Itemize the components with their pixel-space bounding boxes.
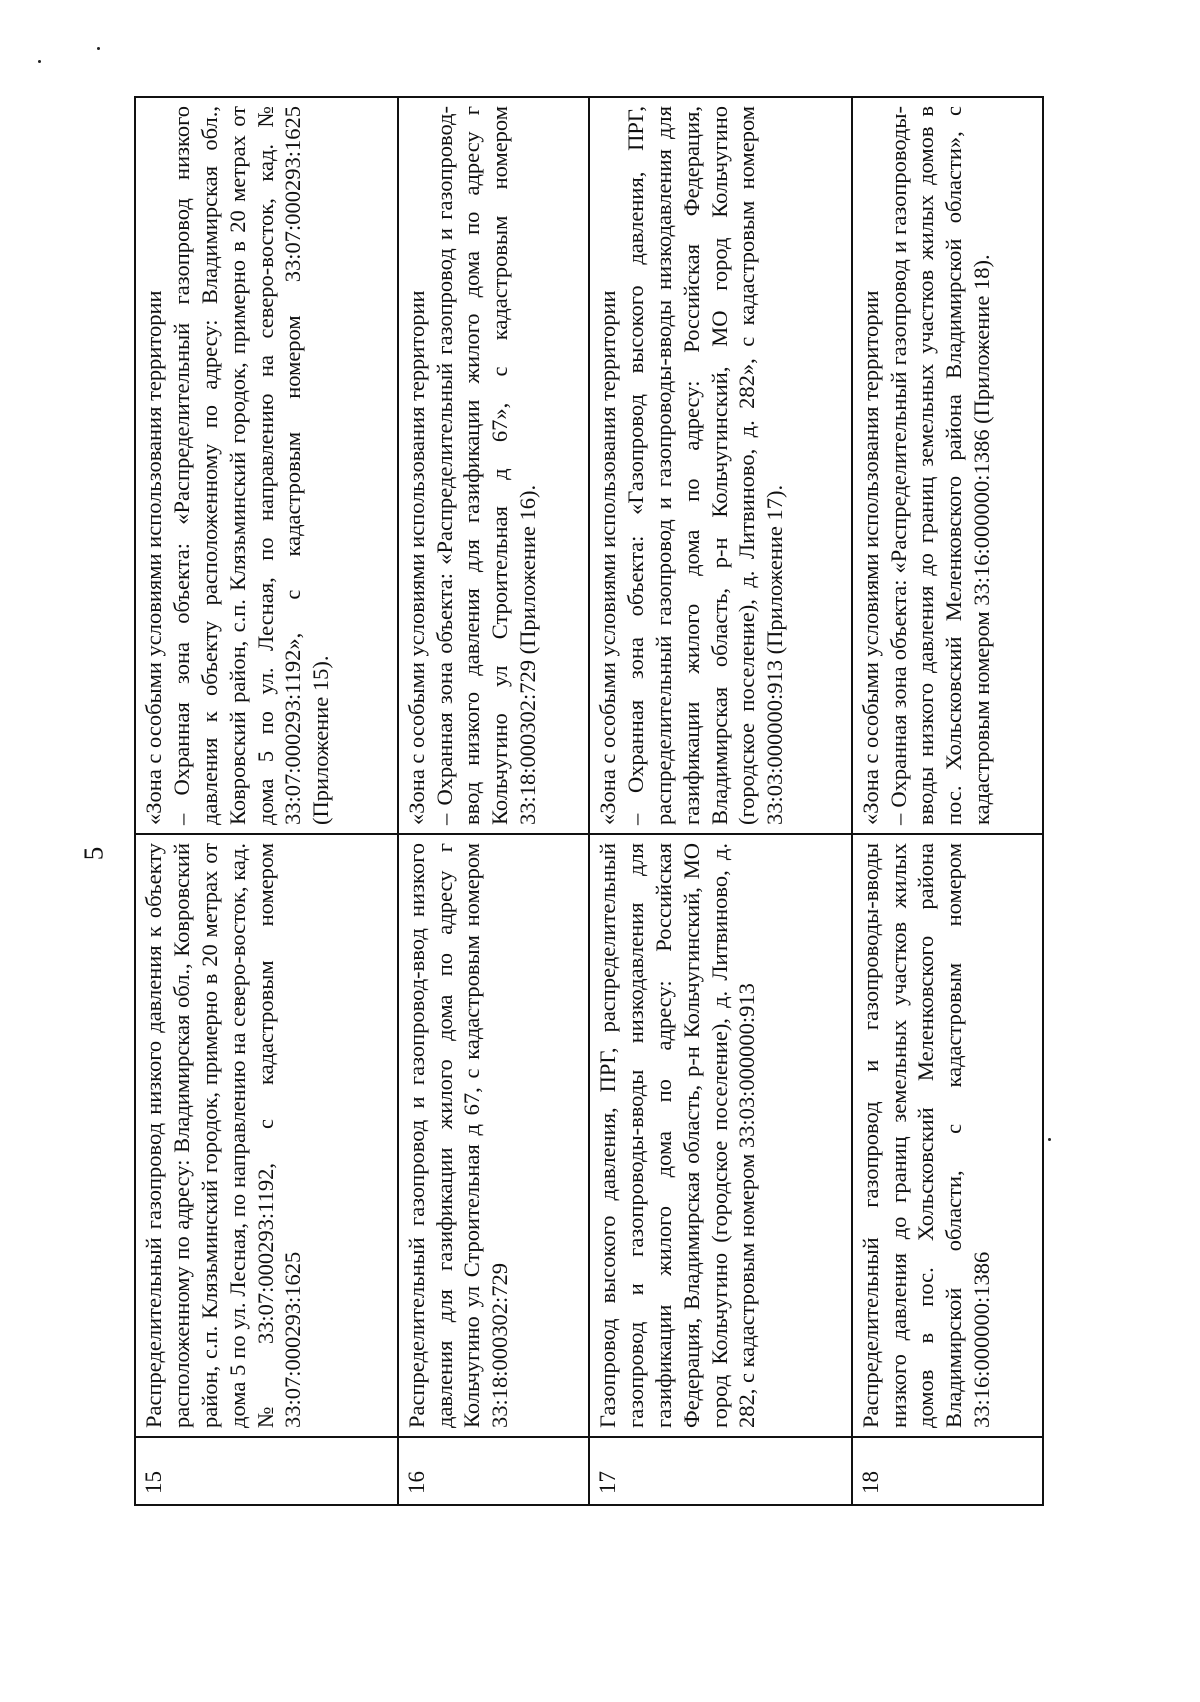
table-row bbox=[398, 97, 589, 1505]
zone-description bbox=[398, 97, 589, 834]
zone-text: – Охранная зона объекта: «Распределительный газопровод и газопровод-ввод низкого давления для газификации жилого дома по адресу г Кольчугино ул Строительная д 67», с кадастровым номером 33:18:000302:729 (Приложение 16). bbox=[431, 106, 541, 825]
scan-speck bbox=[38, 60, 41, 63]
row-number: 15 bbox=[135, 1437, 398, 1505]
row-number: 17 bbox=[589, 1437, 852, 1505]
rotated-table-wrapper bbox=[134, 96, 1044, 1506]
zone-description bbox=[852, 97, 1043, 834]
table-row bbox=[135, 97, 398, 1505]
object-description: Распределительный газопровод и газопроводы-вводы низкого давления до границ земельных участков жилых домов в пос. Хольсковский Меленковского района Владимирской области, с кадастровым номером 33:16:000000:1386 bbox=[852, 834, 1043, 1437]
zone-text: – Охранная зона объекта: «Распределительный газопровод низкого давления к объекту расположенному по адресу: Владимирская обл., Ковровский район, с.п. Клязьминский городок, примерно в 20 метрах от дома 5 по ул. Лесная, по направлению на северо-восток, кад. № 33:07:000293:1192», с кадастровым номером 33:07:000293:1625 (Приложение 15). bbox=[168, 106, 334, 825]
object-description: Газопровод высокого давления, ПРГ, распределительный газопровод и газопроводы-вводы низкодавления для газификации жилого дома по адресу: Российская Федерация, Владимирская область, р-н Кольчугинский, МО город Кольчугино (городское поселение), д. Литвиново, д. 282, с кадастровым номером 33:03:000000:913 bbox=[589, 834, 852, 1437]
zone-title: «Зона с особыми условиями использования территории bbox=[141, 290, 166, 825]
row-number: 18 bbox=[852, 1437, 1043, 1505]
zone-title: «Зона с особыми условиями использования территории bbox=[403, 290, 429, 825]
object-description: Распределительный газопровод и газопровод-ввод низкого давления для газификации жилого дома по адресу г Кольчугино ул Строительная д 67, с кадастровым номером 33:18:000302:729 bbox=[398, 834, 589, 1437]
zone-text: – Охранная зона объекта: «Распределительный газопровод и газопроводы-вводы низкого давления до границ земельных участков жилых домов в пос. Хольсковский Меленковского района Владимирской области», с кадастровым номером 33:16:000000:1386 (Приложение 18). bbox=[885, 106, 995, 825]
zone-title: «Зона с особыми условиями использования территории bbox=[594, 290, 620, 825]
object-description: Распределительный газопровод низкого давления к объекту расположенному по адресу: Владимирская обл., Ковровский район, с.п. Клязьминский городок, примерно в 20 метрах от дома 5 по ул. Лесная, по направлению на северо-восток, кад. № 33:07:000293:1192, с кадастровым номером 33:07:000293:1625 bbox=[135, 834, 398, 1437]
scan-speck bbox=[97, 47, 100, 50]
page-number: 5 bbox=[78, 846, 109, 861]
scan-speck bbox=[1048, 1138, 1051, 1141]
table-row bbox=[589, 97, 852, 1505]
zone-title: «Зона с особыми условиями использования территории bbox=[857, 290, 883, 825]
zone-description bbox=[135, 97, 398, 834]
zone-description bbox=[589, 97, 852, 834]
table-row bbox=[852, 97, 1043, 1505]
zones-table bbox=[134, 96, 1044, 1506]
zone-text: – Охранная зона объекта: «Газопровод высокого давления, ПРГ, распределительный газопровод и газопроводы-вводы низкодавления для газификации жилого дома по адресу: Российская Федерация, Владимирская область, р-н Кольчугинский, МО город Кольчугино (городское поселение), д. Литвиново, д. 282», с кадастровым номером 33:03:000000:913 (Приложение 17). bbox=[622, 106, 788, 825]
row-number: 16 bbox=[398, 1437, 589, 1505]
